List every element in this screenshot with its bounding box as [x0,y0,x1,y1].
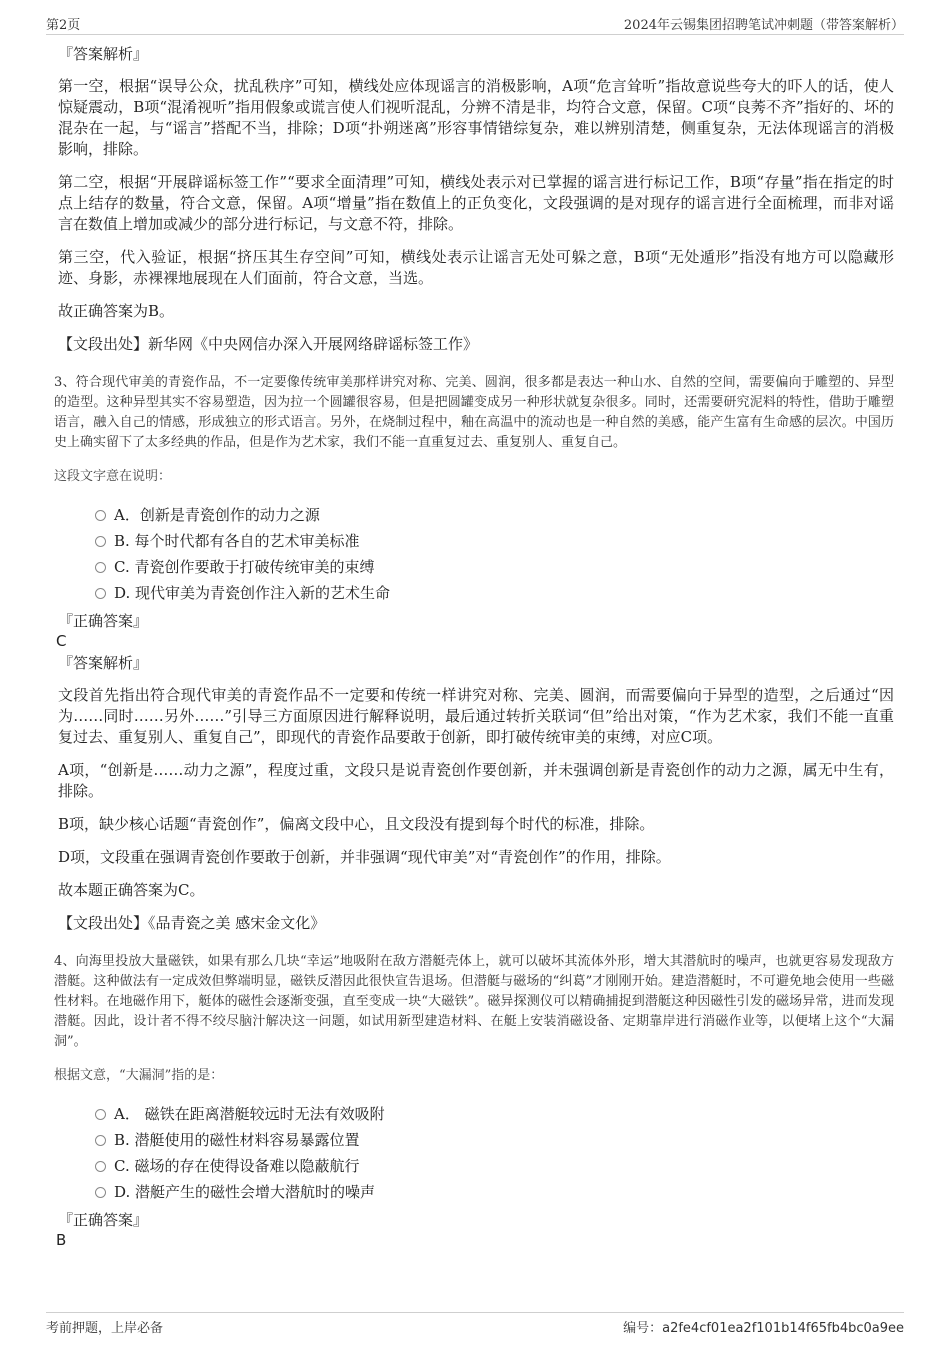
document-code [623,1317,904,1336]
option-label: D. 潜艇产生的磁性会增大潜航时的噪声 [114,1183,376,1201]
q2-conclusion: 故正确答案为B。 [58,302,175,320]
q4-option-c[interactable] [95,1154,894,1180]
q2-analysis-label: 『答案解析』 [58,45,149,63]
radio-icon[interactable] [95,1161,106,1172]
q3-analysis-paragraph: D项，文段重在强调青瓷创作要敢于创新，并非强调“现代审美”对“青瓷创作”的作用，排除。 [58,848,671,866]
q4-prompt: 根据文意，“大漏洞”指的是： [54,1068,224,1083]
q2-analysis-paragraph: 第一空，根据“误导公众，扰乱秩序”可知，横线处应体现谣言的消极影响，A项“危言耸听”指故意说些夸大的吓人的话，使人惊疑震动，B项“混淆视听”指用假象或谎言使人们视听混乱，分辨不清是非，均符合文意，保留。C项“良莠不齐”指好的、坏的混杂在一起，与“谣言”搭配不当，排除；D项“扑朔迷离”形容事情错综复杂，难以辨别清楚，侧重复杂，无法体现谣言的消极影响，排除。 [58,77,894,158]
q3-source: 【文段出处】《品青瓷之美 感宋金文化》 [58,914,326,932]
option-label: A．创新是青瓷创作的动力之源 [114,506,320,524]
q3-option-c[interactable] [95,555,894,581]
option-label: B. 潜艇使用的磁性材料容易暴露位置 [114,1131,360,1149]
q4-option-a[interactable] [95,1102,894,1128]
footer-slogan: 考前押题，上岸必备 [46,1321,164,1336]
q3-prompt: 这段文字意在说明： [54,469,172,484]
q4-answer-label: 『正确答案』 [58,1211,149,1229]
q2-source: 【文段出处】新华网《中央网信办深入开展网络辟谣标签工作》 [58,335,479,353]
q4-options [58,1102,894,1206]
radio-icon[interactable] [95,562,106,573]
q3-stem: 3、符合现代审美的青瓷作品，不一定要像传统审美那样讲究对称、完美、圆润，很多都是表达一种山水、自然的空间，需要偏向于雕塑的、异型的造型。这种异型其实不容易塑造，因为拉一个圆罐很容易，但是把圆罐变成另一种形状就复杂很多。同时，还需要研究泥料的特性，借助于雕塑语言，融入自己的情感，形成独立的形式语言。另外，在烧制过程中，釉在高温中的流动也是一种自然的美感，能产生富有生命感的层次。中国历史上确实留下了太多经典的作品，但是作为艺术家，我们不能一直重复过去、重复别人、重复自己。 [54,375,894,450]
q3-answer-label: 『正确答案』 [58,612,149,630]
option-label: A． 磁铁在距离潜艇较远时无法有效吸附 [114,1105,385,1123]
page-header [46,12,904,35]
q4-option-b[interactable] [95,1128,894,1154]
radio-icon[interactable] [95,1135,106,1146]
q3-option-d[interactable] [95,581,894,607]
q3-answer: C [56,632,67,650]
radio-icon[interactable] [95,510,106,521]
q3-options [58,503,894,607]
radio-icon[interactable] [95,1187,106,1198]
page-footer [46,1312,904,1337]
q3-conclusion: 故本题正确答案为C。 [58,881,205,899]
q3-analysis-paragraph: A项，“创新是……动力之源”，程度过重，文段只是说青瓷创作要创新，并未强调创新是青瓷创作的动力之源，属无中生有，排除。 [58,761,894,800]
option-label: C. 磁场的存在使得设备难以隐蔽航行 [114,1157,360,1175]
code-value: a2fe4cf01ea2f101b14f65fb4bc0a9ee [662,1321,904,1336]
radio-icon[interactable] [95,1109,106,1120]
q3-analysis-paragraph: 文段首先指出符合现代审美的青瓷作品不一定要和传统一样讲究对称、完美、圆润，而需要偏向于异型的造型，之后通过“因为……同时……另外……”引导三方面原因进行解释说明，最后通过转折关联词“但”给出对策，“作为艺术家，我们不能一直重复过去、重复别人、重复自己”，即现代的青瓷作品要敢于创新，即打破传统审美的束缚，对应C项。 [58,686,894,746]
q4-answer: B [56,1231,67,1249]
document-title: 2024年云锡集团招聘笔试冲刺题（带答案解析） [623,18,904,33]
q2-analysis-paragraph: 第三空，代入验证，根据“挤压其生存空间”可知，横线处表示让谣言无处可躲之意，B项“无处遁形”指没有地方可以隐藏形迹、身影，赤裸裸地展现在人们面前，符合文意，当选。 [58,248,894,287]
q3-analysis-label: 『答案解析』 [58,654,149,672]
page-number: 第2页 [46,18,81,33]
option-label: D. 现代审美为青瓷创作注入新的艺术生命 [114,584,391,602]
q4-option-d[interactable] [95,1180,894,1206]
q4-stem: 4、向海里投放大量磁铁，如果有那么几块“幸运”地吸附在敌方潜艇壳体上，就可以破坏其流体外形，增大其潜航时的噪声，也就更容易发现敌方潜艇。这种做法有一定成效但弊端明显，磁铁反潜因此很快宣告退场。但潜艇与磁场的“纠葛”才刚刚开始。建造潜艇时，不可避免地会使用一些磁性材料。在地磁作用下，艇体的磁性会逐渐变强，直至变成一块“大磁铁”。磁异探测仪可以精确捕捉到潜艇这种因磁性引发的磁场异常，进而发现潜艇。因此，设计者不得不绞尽脑汁解决这一问题，如试用新型建造材料、在艇上安装消磁设备、定期靠岸进行消磁作业等，以便堵上这个“大漏洞”。 [54,954,894,1049]
q3-analysis-paragraph: B项，缺少核心话题“青瓷创作”，偏离文段中心，且文段没有提到每个时代的标准，排除。 [58,815,655,833]
radio-icon[interactable] [95,536,106,547]
code-label: 编号： [623,1321,663,1336]
option-label: B. 每个时代都有各自的艺术审美标准 [114,532,360,550]
page-content [54,44,894,1252]
radio-icon[interactable] [95,588,106,599]
q2-analysis-paragraph: 第二空，根据“开展辟谣标签工作”“要求全面清理”可知，横线处表示对已掌握的谣言进行标记工作，B项“存量”指在指定的时点上结存的数量，符合文意，保留。A项“增量”指在数值上的正负变化，文段强调的是对现存的谣言进行全面梳理，而非对谣言在数值上增加或减少的部分进行标记，与文意不符，排除。 [58,173,894,233]
q3-option-b[interactable] [95,529,894,555]
q3-option-a[interactable] [95,503,894,529]
option-label: C. 青瓷创作要敢于打破传统审美的束缚 [114,558,375,576]
